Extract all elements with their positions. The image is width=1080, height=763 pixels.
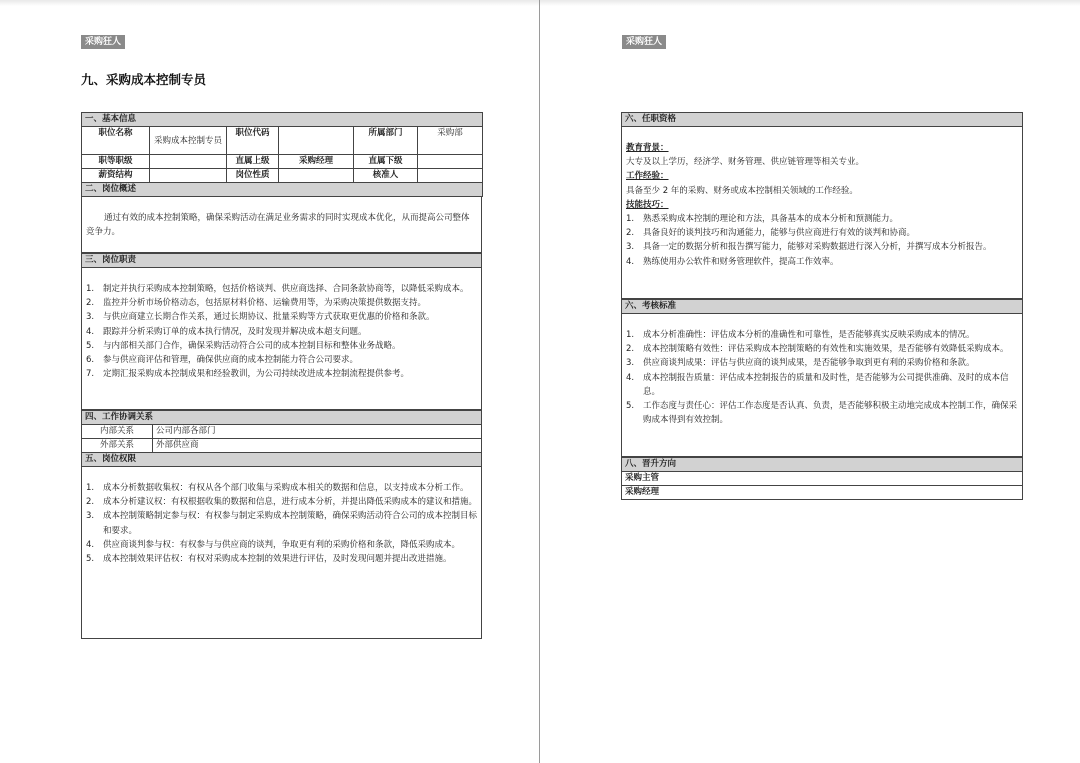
authority-item-number: 4.: [86, 539, 95, 550]
experience-title: 工作经验：: [626, 171, 669, 182]
duty-item-text: 定期汇报采购成本控制成果和经验教训，为公司持续改进成本控制流程提供参考。: [103, 369, 410, 380]
section-header-basic-info: 一、基本信息: [82, 113, 483, 127]
duty-item: [86, 296, 477, 310]
job-description-right: [621, 112, 1023, 500]
education-text: 大专及以上学历，经济学、财务管理、供应链管理等相关专业。: [626, 157, 865, 168]
duty-item: [86, 282, 477, 296]
value-approver: [418, 169, 483, 183]
coordination-label-external: 外部关系: [82, 439, 153, 453]
assessment-item: [626, 328, 1018, 342]
skill-item-text: 熟练使用办公软件和财务管理软件，提高工作效率。: [643, 256, 839, 267]
value-salary-structure: [150, 169, 227, 183]
duty-item-number: 6.: [86, 355, 95, 366]
value-position-code: [279, 127, 354, 155]
duty-item-number: 2.: [86, 298, 95, 309]
duties-header-table: [81, 253, 482, 268]
skill-item-number: 1.: [626, 214, 635, 225]
label-position-nature: 岗位性质: [227, 169, 279, 183]
duty-item-number: 3.: [86, 312, 95, 323]
duty-item: [86, 310, 477, 324]
value-direct-superior: 采购经理: [279, 155, 354, 169]
skill-item: [626, 212, 1018, 226]
authority-item-text: 成本分析建议权：有权根据收集的数据和信息，进行成本分析，并提出降低采购成本的建议和措施。: [103, 497, 478, 508]
coordination-label-internal: 内部关系: [82, 425, 153, 439]
skills-list: [626, 212, 1018, 269]
brand-logo-right: 采购狂人: [622, 35, 666, 49]
duty-item-number: 5.: [86, 340, 95, 351]
authority-item: [86, 509, 477, 537]
label-position-name: 职位名称: [82, 127, 150, 155]
authority-item: [86, 495, 477, 509]
label-direct-subordinate: 直属下级: [354, 155, 418, 169]
duty-item-text: 监控并分析市场价格动态，包括原材料价格、运输费用等，为采购决策提供数据支持。: [103, 298, 427, 309]
skill-item-text: 具备一定的数据分析和报告撰写能力，能够对采购数据进行深入分析，并撰写成本分析报告。: [643, 242, 992, 253]
authority-item-text: 成本控制策略制定参与权：有权参与制定采购成本控制策略，确保采购活动符合公司的成本控制目标和要求。: [103, 511, 478, 536]
duty-item-text: 制定并执行采购成本控制策略，包括价格谈判、供应商选择、合同条款协商等，以降低采购成本。: [103, 284, 469, 294]
skill-item-number: 4.: [626, 256, 635, 267]
qualifications-box: [621, 127, 1023, 299]
overview-box: [81, 197, 482, 253]
label-grade: 职等职级: [82, 155, 150, 169]
section-header-overview: 二、岗位概述: [82, 183, 483, 197]
authority-item-text: 供应商谈判参与权：有权参与与供应商的谈判，争取更有利的采购价格和条款，降低采购成本。: [103, 539, 461, 550]
assessment-item-number: 1.: [626, 330, 635, 340]
coordination-table: [81, 410, 482, 467]
section-header-assessment: 六、考核标准: [622, 300, 1023, 314]
assessment-item-text: 工作态度与责任心：评估工作态度是否认真、负责，是否能够积极主动地完成成本控制工作，确保采购成本得到有效控制。: [643, 401, 1018, 426]
duty-item-number: 7.: [86, 369, 95, 380]
authority-item: [86, 481, 477, 495]
duty-item-text: 跟踪并分析采购订单的成本执行情况，及时发现并解决成本超支问题。: [103, 326, 367, 337]
qualifications-header-table: [621, 112, 1023, 127]
page-title: 九、采购成本控制专员: [81, 72, 207, 87]
assessment-item: [626, 399, 1018, 427]
value-position-nature: [279, 169, 354, 183]
basic-info-table: [81, 112, 483, 197]
duty-item-number: 1.: [86, 284, 95, 294]
authority-item: [86, 552, 477, 566]
authority-item-number: 2.: [86, 497, 95, 508]
assessment-header-table: [621, 299, 1023, 314]
assessment-item-number: 4.: [626, 372, 635, 383]
section-header-authority: 五、岗位权限: [82, 453, 482, 467]
coordination-value-internal: 公司内部各部门: [153, 425, 482, 439]
duty-item: [86, 367, 477, 381]
duty-item-text: 参与供应商评估和管理，确保供应商的成本控制能力符合公司要求。: [103, 355, 359, 366]
promotion-table: [621, 457, 1023, 500]
authority-item-text: 成本分析数据收集权：有权从各个部门收集与采购成本相关的数据和信息，以支持成本分析工作。: [103, 483, 469, 493]
assessment-item-text: 成本控制报告质量：评估成本控制报告的质量和及时性，是否能够为公司提供准确、及时的成本信息。: [643, 372, 1009, 397]
assessment-item: [626, 371, 1018, 399]
value-direct-subordinate: [418, 155, 483, 169]
promotion-row: 采购经理: [622, 486, 1023, 500]
section-header-coordination: 四、工作协调关系: [82, 411, 482, 425]
label-department: 所属部门: [354, 127, 418, 155]
education-title: 教育背景：: [626, 143, 669, 153]
skill-item: [626, 226, 1018, 240]
value-position-name: 采购成本控制专员: [150, 127, 227, 155]
label-position-code: 职位代码: [227, 127, 279, 155]
assessment-item-number: 5.: [626, 401, 635, 412]
right-page: [540, 0, 1080, 763]
skills-title: 技能技巧：: [626, 199, 669, 210]
coordination-value-external: 外部供应商: [153, 439, 482, 453]
experience-text: 具备至少 2 年的采购、财务或成本控制相关领域的工作经验。: [626, 185, 858, 196]
skill-item-number: 3.: [626, 242, 635, 253]
section-header-duties: 三、岗位职责: [82, 254, 482, 268]
authority-list: [86, 481, 477, 566]
authority-item-number: 1.: [86, 483, 95, 493]
label-salary-structure: 薪资结构: [82, 169, 150, 183]
section-header-qualifications: 六、任职资格: [622, 113, 1023, 127]
assessment-list: [626, 328, 1018, 427]
assessment-item-text: 成本分析准确性：评估成本分析的准确性和可靠性，是否能够真实反映采购成本的情况。: [643, 330, 975, 340]
skill-item: [626, 255, 1018, 269]
authority-box: [81, 467, 482, 639]
job-description-left: [81, 112, 482, 639]
duty-item: [86, 353, 477, 367]
assessment-item: [626, 356, 1018, 370]
authority-item: [86, 538, 477, 552]
skill-item-text: 具备良好的谈判技巧和沟通能力，能够与供应商进行有效的谈判和协商。: [643, 228, 916, 239]
authority-item-number: 5.: [86, 554, 95, 565]
section-header-promotion: 八、晋升方向: [622, 458, 1023, 472]
value-department: 采购部: [418, 127, 483, 155]
overview-text: 通过有效的成本控制策略，确保采购活动在满足业务需求的同时实现成本优化，从而提高公司整体竞争力。: [86, 213, 470, 238]
assessment-item: [626, 342, 1018, 356]
value-grade: [150, 155, 227, 169]
assessment-item-text: 供应商谈判成果：评估与供应商的谈判成果，是否能够争取到更有利的采购价格和条款。: [643, 358, 975, 369]
assessment-item-number: 3.: [626, 358, 635, 369]
label-approver: 核准人: [354, 169, 418, 183]
duty-item-text: 与供应商建立长期合作关系，通过长期协议、批量采购等方式获取更优惠的价格和条款。: [103, 312, 435, 323]
left-page: [0, 0, 539, 763]
assessment-item-number: 2.: [626, 344, 635, 355]
brand-logo: 采购狂人: [81, 35, 125, 49]
duty-item: [86, 325, 477, 339]
skill-item-text: 熟悉采购成本控制的理论和方法，具备基本的成本分析和预测能力。: [643, 214, 899, 225]
authority-item-number: 3.: [86, 511, 95, 522]
authority-item-text: 成本控制效果评估权：有权对采购成本控制的效果进行评估，及时发现问题并提出改进措施。: [103, 554, 452, 565]
assessment-item-text: 成本控制策略有效性：评估采购成本控制策略的有效性和实施效果，是否能够有效降低采购成本。: [643, 344, 1009, 355]
duty-item-number: 4.: [86, 326, 95, 337]
label-direct-superior: 直属上级: [227, 155, 279, 169]
skill-item-number: 2.: [626, 228, 635, 239]
duty-item-text: 与内部相关部门合作，确保采购活动符合公司的成本控制目标和整体业务战略。: [103, 340, 401, 351]
skill-item: [626, 240, 1018, 254]
duties-list: [86, 282, 477, 381]
assessment-box: [621, 314, 1023, 457]
promotion-row: 采购主管: [622, 472, 1023, 486]
duties-box: [81, 268, 482, 410]
duty-item: [86, 339, 477, 353]
